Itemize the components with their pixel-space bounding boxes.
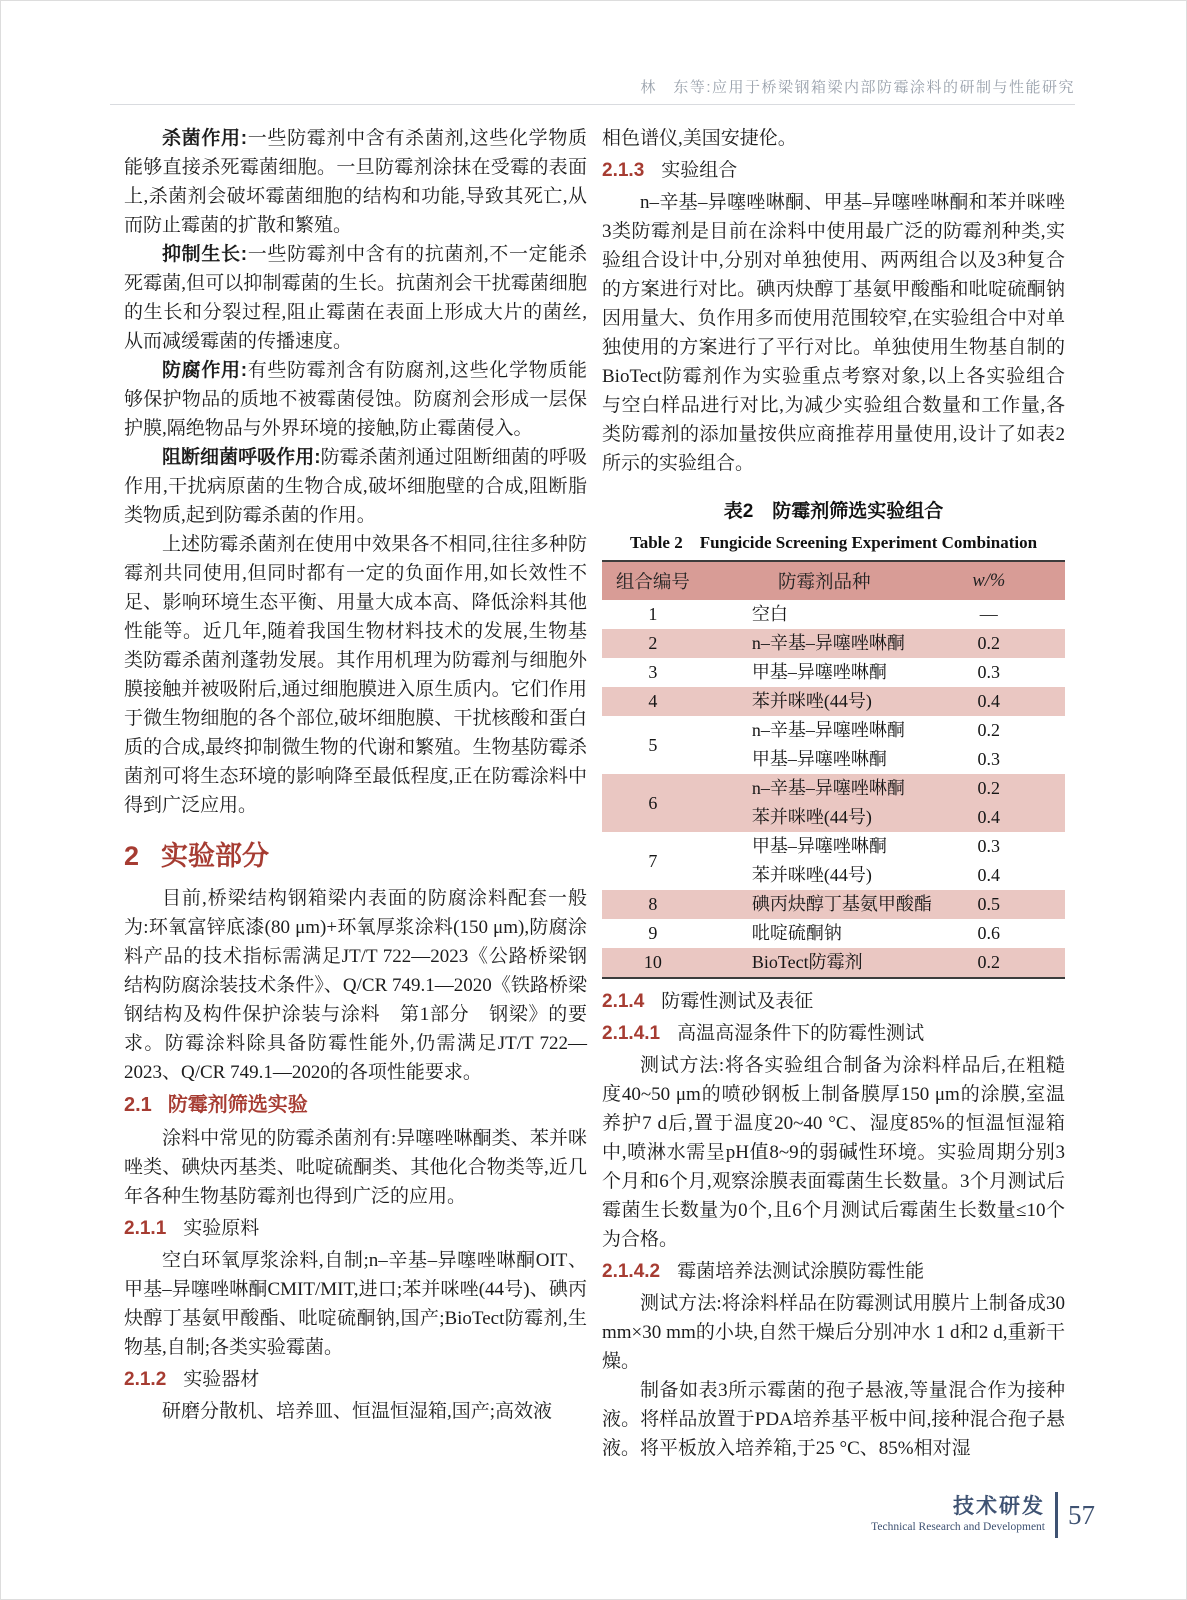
cell-combination-number: 4 <box>602 687 704 716</box>
left-column <box>124 124 587 1463</box>
cell-fungicide-type: 碘丙炔醇丁基氨甲酸酯 <box>704 890 945 919</box>
paragraph-lead: 阻断细菌呼吸作用: <box>162 447 321 468</box>
paragraph-text: 一些防霉剂中含有杀菌剂,这些化学物质能够直接杀死霉菌细胞。一旦防霉剂涂抹在受霉的表面上,杀菌剂会破坏霉菌细胞的结构和功能,导致其死亡,从而防止霉菌的扩散和繁殖。 <box>124 128 587 236</box>
section-number: 2.1.1 <box>124 1218 167 1239</box>
cell-combination-number: 10 <box>602 948 704 978</box>
paragraph-lead: 杀菌作用: <box>162 128 248 149</box>
paragraph-equipment: 研磨分散机、培养皿、恒温恒湿箱,国产;高效液 <box>162 1401 553 1422</box>
cell-fungicide-type: 甲基–异噻唑啉酮 <box>751 749 887 769</box>
fungicide-screening-table <box>602 560 1065 979</box>
cell-w-percent: 0.5 <box>945 890 1065 919</box>
table-header-row <box>602 561 1065 600</box>
running-title: 林 东等:应用于桥梁钢箱梁内部防霉涂料的研制与性能研究 <box>640 79 1075 96</box>
section-heading-2-1-4-2 <box>602 1257 1065 1286</box>
paragraph-common-fungicides: 涂料中常见的防霉杀菌剂有:异噻唑啉酮类、苯并咪唑类、碘炔丙基类、吡啶硫酮类、其他化合物类等,近几年各种生物基防霉剂也得到广泛的应用。 <box>124 1128 587 1207</box>
cell-combination-number: 9 <box>648 923 658 943</box>
footer-section-title-en: Technical Research and Development <box>871 1521 1045 1533</box>
header-rule <box>110 104 1075 105</box>
cell-w-percent: 0.6 <box>977 923 1001 943</box>
cell-combination-number: 1 <box>648 604 658 624</box>
table-caption-zh: 表2 防霉剂筛选实验组合 <box>723 501 944 522</box>
cell-w-percent: 0.4 <box>945 803 1065 832</box>
table-row <box>602 716 1065 745</box>
paragraph-preservative-effect <box>124 356 587 443</box>
section-title: 实验器材 <box>183 1369 260 1390</box>
cell-w-percent: 0.2 <box>945 629 1065 658</box>
page-number: 57 <box>1068 1499 1095 1530</box>
cell-w-percent: 0.4 <box>945 687 1065 716</box>
table-row <box>602 600 1065 629</box>
section-title: 实验部分 <box>161 841 270 871</box>
footer-section-title: 技术研发 <box>953 1495 1045 1518</box>
section-number: 2.1.2 <box>124 1369 167 1390</box>
section-title: 实验组合 <box>661 160 738 181</box>
section-number: 2.1.4.1 <box>602 1023 661 1044</box>
section-title: 实验原料 <box>183 1218 260 1239</box>
table-row <box>602 629 1065 658</box>
cell-fungicide-type: n–辛基–异噻唑啉酮 <box>704 629 945 658</box>
footer-labels <box>871 1495 1045 1535</box>
cell-w-percent: 0.2 <box>945 774 1065 803</box>
cell-fungicide-type: BioTect防霉剂 <box>704 948 945 978</box>
cell-w-percent: 0.3 <box>977 749 1001 769</box>
section-title: 防霉性测试及表征 <box>661 991 814 1012</box>
section-heading-2-1-2 <box>124 1365 587 1394</box>
section-title: 高温高湿条件下的防霉性测试 <box>677 1023 925 1044</box>
table-row <box>602 832 1065 861</box>
cell-combination-number: 3 <box>648 662 658 682</box>
section-number: 2.1 <box>124 1094 152 1116</box>
paragraph-biobased-fungicides: 上述防霉杀菌剂在使用中效果各不相同,往往多种防霉剂共同使用,但同时都有一定的负面作用,如长效性不足、影响环境生态平衡、用量大成本高、降低涂料其他性能等。近几年,随着我国生物材料技术的发展,生物基类防霉杀菌剂蓬勃发展。其作用机理为防霉剂与细胞外膜接触并被吸附后,通过细胞膜进入原生质内。它们作用于微生物细胞的各个部位,破坏细胞膜、干扰核酸和蛋白质的合成,最终抑制微生物的代谢和繁殖。生物基防霉杀菌剂可将生态环境的影响降至最低程度,正在防霉涂料中得到广泛应用。 <box>124 534 587 816</box>
cell-fungicide-type: 吡啶硫酮钠 <box>751 923 842 943</box>
paragraph-growth-inhibition <box>124 240 587 356</box>
column-header-fungicide-type: 防霉剂品种 <box>704 561 945 600</box>
section-number: 2 <box>124 841 140 871</box>
cell-fungicide-type: 甲基–异噻唑啉酮 <box>751 662 887 682</box>
column-header-w-percent: w/% <box>945 561 1065 600</box>
table-row <box>602 687 1065 716</box>
section-number: 2.1.4.2 <box>602 1261 661 1282</box>
section-title: 防霉剂筛选实验 <box>167 1094 308 1116</box>
cell-combination-number: 7 <box>648 850 658 871</box>
cell-w-percent: — <box>979 604 998 624</box>
cell-combination-number: 2 <box>602 629 704 658</box>
page-footer <box>871 1492 1095 1538</box>
paragraph-text: 有些防霉剂含有防腐剂,这些化学物质能够保护物品的质地不被霉菌侵蚀。防腐剂会形成一层保护膜,隔绝物品与外界环境的接触,防止霉菌侵入。 <box>124 360 587 439</box>
paragraph-text: 防霉杀菌剂通过阻断细菌的呼吸作用,干扰病原菌的生物合成,破坏细胞壁的合成,阻断脂类物质,起到防霉杀菌的作用。 <box>124 447 587 526</box>
table-row <box>602 890 1065 919</box>
section-number: 2.1.3 <box>602 160 645 181</box>
table-row <box>602 919 1065 948</box>
cell-fungicide-type: n–辛基–异噻唑啉酮 <box>704 774 945 803</box>
section-heading-2-1-3 <box>602 156 1065 185</box>
table-row <box>602 658 1065 687</box>
section-heading-2-1 <box>124 1092 587 1119</box>
paragraph-mold-culture-test: 测试方法:将涂料样品在防霉测试用膜片上制备成30 mm×30 mm的小块,自然干燥后分别冲水 1 d和2 d,重新干燥。 <box>602 1293 1065 1372</box>
section-number: 2.1.4 <box>602 991 645 1012</box>
column-header-combination-number: 组合编号 <box>602 561 704 600</box>
cell-combination-number: 5 <box>648 734 658 755</box>
section-heading-2-1-1 <box>124 1214 587 1243</box>
section-title: 霉菌培养法测试涂膜防霉性能 <box>677 1261 925 1282</box>
cell-combination-number: 6 <box>602 774 704 832</box>
section-heading-2 <box>124 840 587 872</box>
paragraph-equipment-continued: 相色谱仪,美国安捷伦。 <box>602 128 797 149</box>
cell-w-percent: 0.2 <box>977 720 1001 740</box>
table-row <box>602 774 1065 803</box>
two-column-body <box>124 124 1066 1463</box>
paragraph-text: 一些防霉剂中含有的抗菌剂,不一定能杀死霉菌,但可以抑制霉菌的生长。抗菌剂会干扰霉菌细胞的生长和分裂过程,阻止霉菌在表面上形成大片的菌丝,从而减缓霉菌的传播速度。 <box>124 244 587 352</box>
paragraph-lead: 抑制生长: <box>162 244 248 265</box>
cell-w-percent: 0.3 <box>977 662 1001 682</box>
cell-w-percent: 0.3 <box>977 836 1001 856</box>
cell-combination-number: 8 <box>602 890 704 919</box>
footer-divider <box>1055 1492 1058 1538</box>
paragraph-sterilization-effect <box>124 124 587 240</box>
cell-fungicide-type: 苯并咪唑(44号) <box>751 865 872 885</box>
right-column <box>602 124 1065 1463</box>
table-row <box>602 948 1065 978</box>
paragraph-respiration-blocking <box>124 443 587 530</box>
table-caption-en: Table 2 Fungicide Screening Experiment Combination <box>629 533 1038 552</box>
paragraph-coating-system: 目前,桥梁结构钢箱梁内表面的防腐涂料配套一般为:环氧富锌底漆(80 μm)+环氧厚浆涂料(150 μm),防腐涂料产品的技术指标需满足JT/T 722—2023《公路桥梁钢结构防腐涂装技术条件》、Q/CR 749.1—2020《铁路桥梁钢结构及构件保护涂装与涂料 第1部分 钢梁》的要求。防霉涂料除具备防霉性能外,仍需满足JT/T 722—2023、Q/CR 749.1—2020的各项性能要求。 <box>124 888 587 1083</box>
paragraph-lead: 防腐作用: <box>162 360 248 381</box>
cell-fungicide-type: 空白 <box>751 604 788 624</box>
paragraph-high-temp-humidity-test: 测试方法:将各实验组合制备为涂料样品后,在粗糙度40~50 μm的喷砂钢板上制备膜厚150 μm的涂膜,室温养护7 d后,置于温度20~40 °C、湿度85%的恒温恒湿箱中,喷淋水需呈pH值8~9的弱碱性环境。实验周期分别3个月和6个月,观察涂膜表面霉菌生长数量。3个月测试后霉菌生长数量为0个,且6个月测试后霉菌生长数量≤10个为合格。 <box>602 1055 1065 1250</box>
cell-fungicide-type: 苯并咪唑(44号) <box>704 803 945 832</box>
paragraph-spore-suspension: 制备如表3所示霉菌的孢子悬液,等量混合作为接种液。将样品放置于PDA培养基平板中间,接种混合孢子悬液。将平板放入培养箱,于25 °C、85%相对湿 <box>602 1380 1065 1459</box>
cell-w-percent: 0.2 <box>945 948 1065 978</box>
cell-w-percent: 0.4 <box>977 865 1001 885</box>
cell-fungicide-type: 甲基–异噻唑啉酮 <box>751 836 887 856</box>
section-heading-2-1-4 <box>602 987 1065 1016</box>
cell-fungicide-type: n–辛基–异噻唑啉酮 <box>751 720 905 740</box>
cell-fungicide-type: 苯并咪唑(44号) <box>704 687 945 716</box>
paragraph-experiment-combinations: n–辛基–异噻唑啉酮、甲基–异噻唑啉酮和苯并咪唑3类防霉剂是目前在涂料中使用最广泛的防霉剂种类,实验组合设计中,分别对单独使用、两两组合以及3种复合的方案进行对比。碘丙炔醇丁基氨甲酸酯和吡啶硫酮钠因用量大、负作用多而使用范围较窄,在实验组合中对单独使用的方案进行了平行对比。单独使用生物基自制的BioTect防霉剂作为实验重点考察对象,以上各实验组合与空白样品进行对比,为减少实验组合数量和工作量,各类防霉剂的添加量按供应商推荐用量使用,设计了如表2所示的实验组合。 <box>602 192 1065 474</box>
table2-block <box>602 496 1065 979</box>
section-heading-2-1-4-1 <box>602 1019 1065 1048</box>
paragraph-raw-materials: 空白环氧厚浆涂料,自制;n–辛基–异噻唑啉酮OIT、甲基–异噻唑啉酮CMIT/MIT,进口;苯并咪唑(44号)、碘丙炔醇丁基氨甲酸酯、吡啶硫酮钠,国产;BioTect防霉剂,生物基,自制;各类实验霉菌。 <box>124 1250 587 1358</box>
